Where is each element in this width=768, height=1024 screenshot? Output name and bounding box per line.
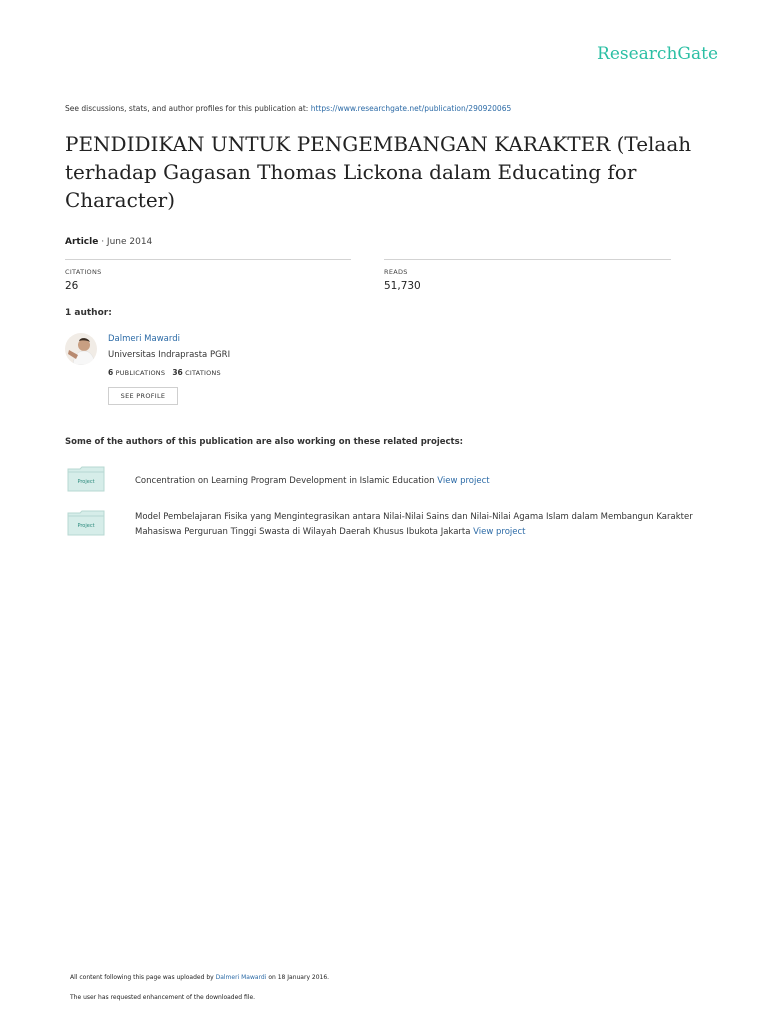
author-citations-label: CITATIONS [185,369,221,377]
author-publications-label: PUBLICATIONS [115,369,166,377]
view-project-link[interactable]: View project [473,527,526,537]
enhancement-note: The user has requested enhancement of the downloaded file. [70,994,256,1001]
researchgate-logo[interactable]: ResearchGate [597,44,718,64]
project-title: Model Pembelajaran Fisika yang Mengintegrasikan antara Nilai-Nilai Sains dan Nilai-Nilai Agama Islam dalam Membangun Karakter Mahasiswa Perguruan Tinggi Swasta di Wilayah Daerah Khusus Ibukota Jakarta [135,512,693,537]
view-project-link[interactable]: View project [437,476,490,486]
see-profile-button[interactable]: SEE PROFILE [108,387,178,405]
reads-divider [384,259,671,260]
project-item [135,474,695,489]
author-stats [108,368,221,377]
project-title: Concentration on Learning Program Development in Islamic Education [135,476,438,486]
publication-url-link[interactable]: https://www.researchgate.net/publication/290920065 [310,104,512,113]
project-folder-icon[interactable] [67,510,105,536]
project-folder-icon[interactable] [67,466,105,492]
discussion-line [65,104,511,113]
project-badge: Project [77,523,95,529]
projects-heading: Some of the authors of this publication are also working on these related projects: [65,437,464,447]
author-institution: Universitas Indraprasta PGRI [108,350,231,360]
avatar-photo-icon [65,333,97,365]
upload-prefix: All content following this page was uploaded by [70,974,216,981]
citations-divider [65,259,351,260]
publication-title: PENDIDIKAN UNTUK PENGEMBANGAN KARAKTER (Telaah terhadap Gagasan Thomas Lickona dalam Educating for Character) [65,132,692,212]
discussion-prefix: See discussions, stats, and author profiles for this publication at: [65,104,311,113]
publication-meta [65,237,152,247]
project-item [135,510,695,540]
publication-date: · June 2014 [98,237,153,247]
project-badge: Project [77,479,95,485]
citations-value: 26 [65,280,79,292]
author-name-link[interactable]: Dalmeri Mawardi [108,334,180,344]
author-avatar[interactable] [65,333,97,365]
publication-type: Article [65,237,99,247]
reads-value: 51,730 [384,280,421,292]
upload-suffix: on 18 January 2016. [266,974,330,981]
authors-heading: 1 author: [65,308,112,318]
author-citations-count: 36 [172,368,183,377]
uploader-link[interactable]: Dalmeri Mawardi [215,974,267,981]
reads-label: READS [384,268,408,276]
author-publications-count: 6 [108,368,114,377]
upload-note [70,974,329,981]
citations-label: CITATIONS [65,268,102,276]
